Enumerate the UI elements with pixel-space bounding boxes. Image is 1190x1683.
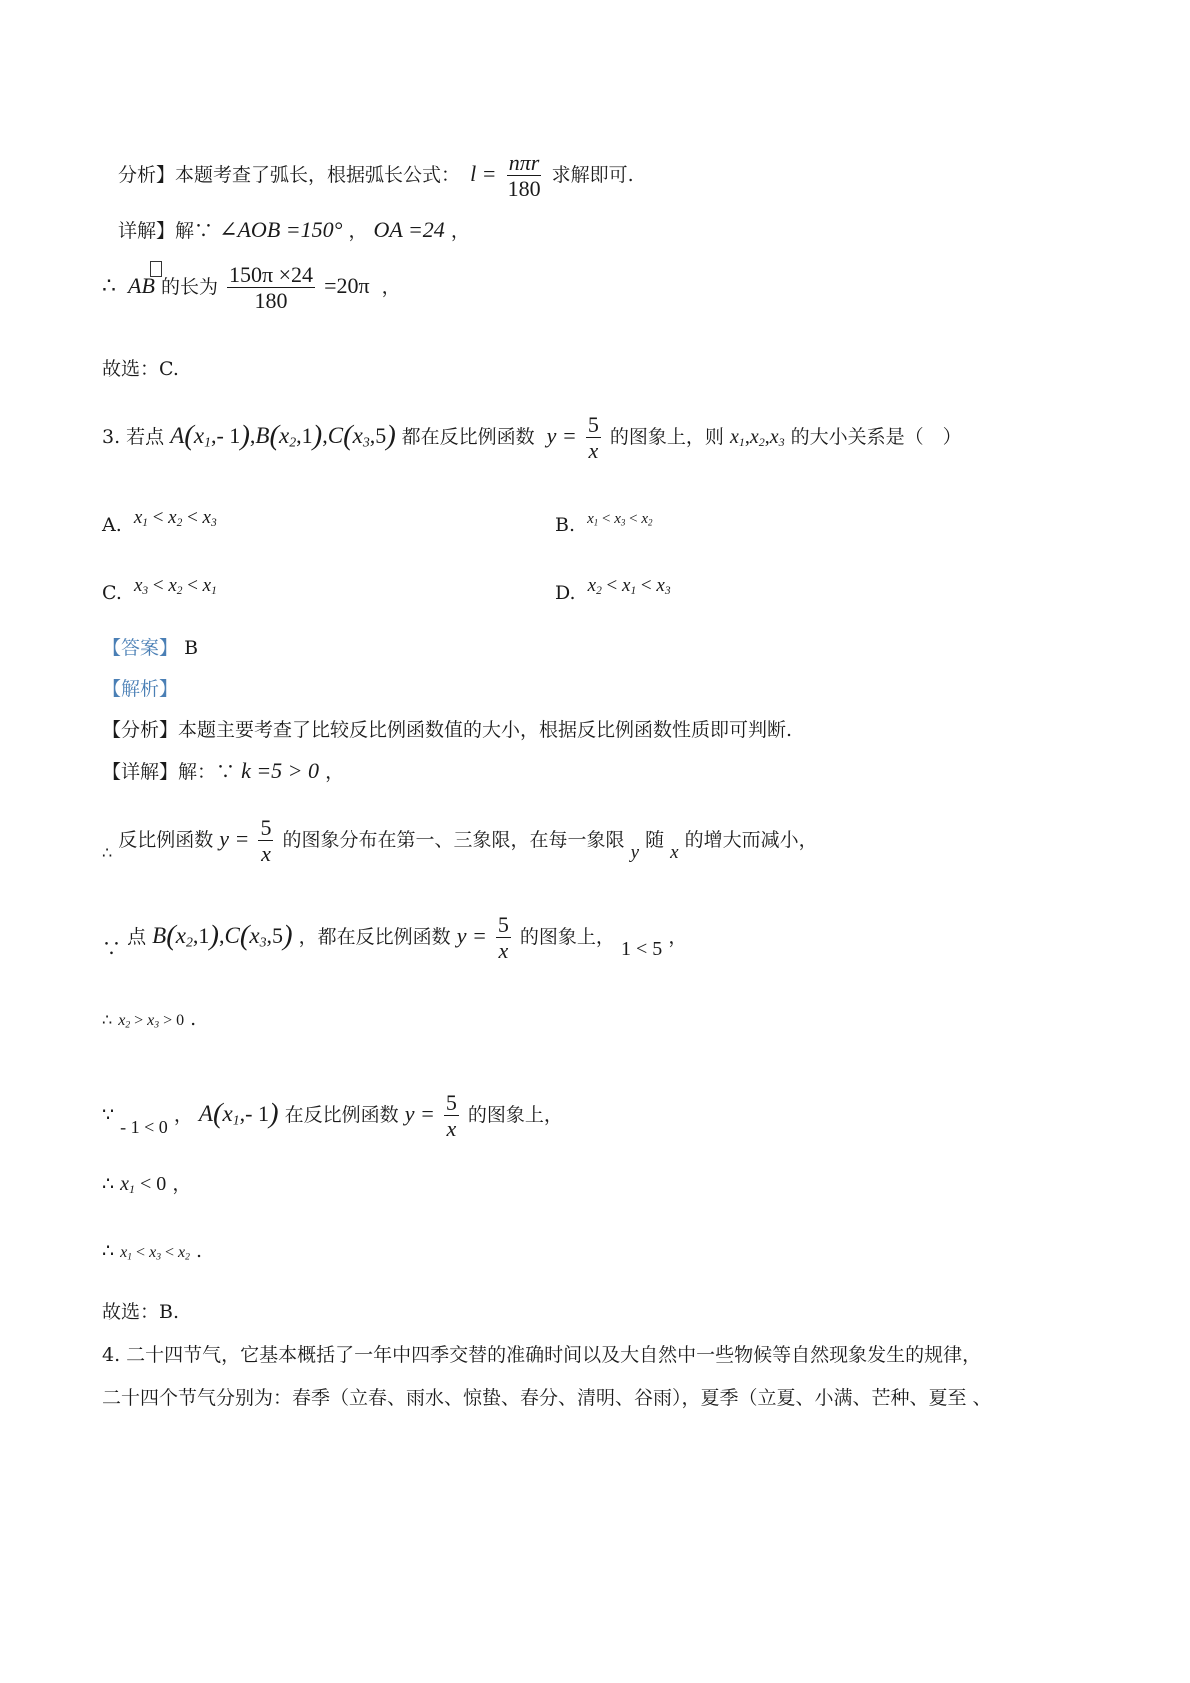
q3-step5-sym: ∴	[102, 1173, 115, 1195]
q3-analysis: 【分析】本题主要考查了比较反比例函数值的大小，根据反比例函数性质即可判断.	[102, 719, 793, 741]
q3-option-b-label: B.	[555, 514, 576, 536]
q3-step4-ineq: - 1 < 0	[120, 1116, 168, 1137]
q3-fraction-denominator: x	[588, 438, 599, 464]
q3-step4-frac-num: 5	[445, 1090, 457, 1115]
q3-step1-x: x	[670, 841, 679, 863]
q3-option-c-label: C.	[102, 582, 122, 604]
q3-option-c	[102, 575, 217, 604]
q2-comma-2: ，	[450, 220, 470, 242]
q2-choice: 故选：C.	[102, 358, 179, 380]
q3-points: $A(x_1,-$ $1),B(x_2,1),C(x_3,5)$	[170, 419, 396, 452]
q2-formula-lhs: l =	[470, 160, 497, 186]
q2-formula-denominator: 180	[507, 176, 541, 202]
q3-step1-c: 随	[645, 828, 665, 851]
q3-point-c-value: ,5	[369, 422, 387, 448]
q3-point-a-sub: 1	[204, 434, 211, 450]
q3-analysis-tag: 【解析】	[102, 678, 179, 700]
q3-step2-y-eq: y =	[456, 922, 487, 948]
q3-step4-c: 的图象上，	[467, 1103, 563, 1126]
q3-option-b-expr: $x_1 < x_3 < x_2$	[587, 511, 653, 528]
q3-step1-line	[102, 815, 818, 867]
q2-analysis-line	[118, 150, 634, 202]
q3-step2-b: ，都在反比例函数	[298, 925, 451, 948]
q3-step4-sym: ∵	[102, 1103, 115, 1126]
q3-step6-expr: $x_1 < x_3 < x_2$	[120, 1244, 190, 1263]
q3-point-a-value: ,- 1	[210, 422, 241, 448]
q3-step1-sym: ∴	[102, 842, 113, 862]
q3-step1-b: 的图象分布在第一、三象限，在每一象限	[282, 828, 625, 851]
q4-line-2: 二十四个节气分别为：春季（立春、雨水、惊蛰、春分、清明、谷雨），夏季（立夏、小满、芒种、夏至 、	[102, 1387, 992, 1409]
q3-step5-expr: $x_1 < 0$	[120, 1173, 167, 1196]
q3-step4-fraction	[444, 1090, 459, 1142]
q3-step2-end: ，	[668, 925, 688, 948]
q2-formula-fraction	[506, 150, 543, 202]
q3-step6-line	[102, 1242, 202, 1262]
q3-step1-a: 反比例函数	[118, 828, 214, 851]
q3-point-a-name: A	[170, 422, 185, 448]
q2-analysis-text: 分析】本题考查了弧长，根据弧长公式：	[118, 163, 461, 186]
q2-angle: ∠AOB =150°	[219, 217, 343, 242]
q3-step4-b: 在反比例函数	[284, 1103, 399, 1126]
q3-step3-sym: ∴	[102, 1010, 113, 1029]
q3-number: 3. 若点	[102, 425, 165, 448]
arc-symbol-icon	[150, 261, 162, 277]
q2-arc-length-text: 的长为	[160, 275, 218, 298]
q2-oa: OA =24	[373, 217, 445, 242]
q3-step2-c: 的图象上，	[519, 925, 615, 948]
q3-point-b-name: B	[255, 422, 270, 448]
q3-detail-line	[102, 760, 344, 782]
q3-point-b-sub: 2	[289, 434, 297, 450]
q2-analysis-end: 求解即可.	[551, 163, 634, 186]
q2-comma-1: ，	[348, 220, 368, 242]
q3-y-eq: y =	[546, 422, 577, 448]
q3-step3-end: .	[190, 1008, 197, 1030]
q3-step5-end: ，	[172, 1173, 192, 1195]
q2-calc-result: =20π	[324, 272, 370, 298]
q2-calc-denominator: 180	[254, 288, 288, 314]
q3-step5-line	[102, 1174, 191, 1195]
q3-step1-d: 的增大而减小，	[684, 828, 818, 851]
q3-step1-frac-den: x	[261, 841, 271, 867]
q3-step1-frac-num: 5	[260, 815, 272, 840]
q3-step2-sym: ∵	[102, 937, 122, 960]
q3-question-line	[102, 412, 962, 464]
q3-answer-line	[102, 639, 198, 658]
q3-point-b-value: ,1	[296, 422, 313, 448]
q3-step1-y-eq: y =	[219, 825, 250, 851]
q3-answer: B	[184, 637, 199, 659]
q3-point-c-name: C	[327, 422, 344, 448]
q3-option-b	[555, 508, 653, 536]
q3-tail: 的图象上，则	[609, 425, 724, 448]
q3-tail-end: 的大小关系是（ ）	[790, 425, 962, 448]
q3-step2-points: $B(x_2,1),C(x_3,5)$	[152, 919, 293, 952]
q3-k-end: ，	[325, 761, 345, 783]
q2-calc-end: ，	[381, 275, 401, 298]
q2-detail-line	[118, 219, 470, 241]
q3-option-c-expr: $x_3 < x_2 < x_1$	[133, 575, 217, 597]
q4-line-1: 4. 二十四节气，它基本概括了一年中四季交替的准确时间以及大自然中一些物候等自然现象发生的规律，	[102, 1344, 982, 1366]
q3-fraction-numerator: 5	[587, 412, 599, 437]
q2-calc-fraction	[227, 262, 315, 314]
q2-therefore: ∴	[102, 273, 116, 299]
q2-calc-numerator: 150π ×24	[229, 262, 314, 287]
q3-fraction	[586, 412, 601, 464]
q2-detail-prefix: 详解】解∵	[118, 220, 214, 242]
q3-choice: 故选：B.	[102, 1301, 180, 1323]
q3-option-a-label: A.	[102, 514, 122, 536]
q3-option-d-label: D.	[555, 582, 576, 604]
q3-step6-sym: ∴	[102, 1240, 115, 1262]
q3-step2-line	[102, 912, 687, 964]
q3-step2-ineq: 1 < 5	[620, 937, 663, 960]
q3-vars: $x_1,x_2,x_3$	[729, 425, 785, 449]
q3-detail-prefix: 【详解】解：∵	[102, 761, 236, 783]
q3-point-c-sub: 3	[362, 434, 370, 450]
q3-option-d	[555, 575, 671, 604]
q2-calc-line	[102, 262, 401, 314]
q2-arc-label: AB	[128, 272, 155, 298]
q3-step2-frac-den: x	[498, 938, 509, 964]
q3-step4-line	[102, 1090, 563, 1142]
q3-answer-tag: 【答案】	[102, 637, 179, 659]
q3-step4-a: ，	[173, 1103, 193, 1126]
q3-step3-line	[102, 1010, 196, 1030]
q2-formula-numerator: nπr	[508, 150, 540, 175]
q3-step1-y: y	[630, 841, 640, 863]
q3-option-d-expr: $x_2 < x_1 < x_3$	[587, 575, 671, 597]
q3-option-a	[102, 507, 217, 536]
q3-step4-point: $A(x_1,-$ 1)	[198, 1097, 279, 1130]
q3-step1-fraction	[258, 815, 273, 867]
q3-option-a-expr: $x_1 < x_2 < x_3$	[133, 507, 217, 529]
q3-step4-y-eq: y =	[404, 1100, 435, 1126]
q3-step2-frac-num: 5	[497, 912, 509, 937]
q3-step6-end: .	[195, 1240, 203, 1262]
q3-on-func: 都在反比例函数	[401, 425, 535, 448]
q3-k-expr: k =5 > 0	[241, 758, 320, 783]
q3-step2-a: 点	[127, 925, 147, 948]
q3-step4-frac-den: x	[446, 1116, 457, 1142]
q3-step2-fraction	[496, 912, 511, 964]
q3-step3-expr: $x_2 > x_3 > 0$	[118, 1012, 185, 1031]
